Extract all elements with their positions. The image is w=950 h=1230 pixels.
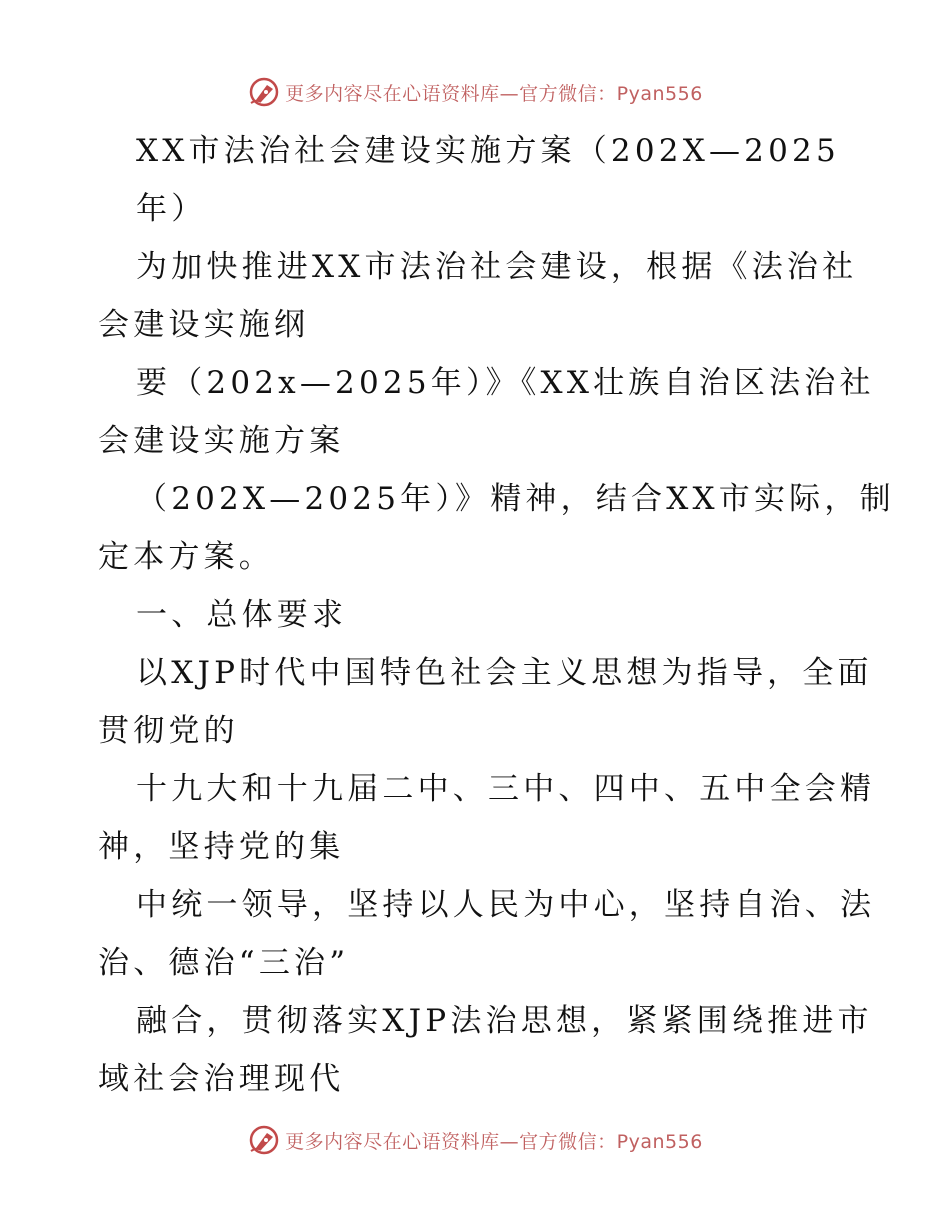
paragraph-line: 治、德治“三治”	[98, 945, 350, 981]
section-heading: 一、总体要求	[136, 597, 348, 633]
paragraph-line: 中统一领导，坚持以人民为中心，坚持自治、法	[136, 887, 876, 923]
paragraph-line: 要（202x—2025年）》《XX壮族自治区法治社	[136, 365, 875, 401]
watermark-text: 更多内容尽在心语资料库—官方微信：Pyan556	[285, 1130, 703, 1153]
paragraph-line: 以XJP时代中国特色社会主义思想为指导，全面	[136, 655, 873, 691]
pen-nib-circle-logo	[247, 1123, 281, 1157]
doc-title-line: 年）	[136, 191, 207, 227]
pen-nib-circle-logo	[247, 75, 281, 109]
paragraph-line: 会建设实施方案	[98, 423, 345, 459]
paragraph-line: 贯彻党的	[98, 713, 239, 749]
paragraph-line: 十九大和十九届二中、三中、四中、五中全会精	[136, 771, 876, 807]
paragraph-line: 神，坚持党的集	[98, 829, 345, 865]
paragraph-line: 融合，贯彻落实XJP法治思想，紧紧围绕推进市	[136, 1003, 873, 1039]
watermark-text: 更多内容尽在心语资料库—官方微信：Pyan556	[285, 82, 703, 105]
doc-title-line: XX市法治社会建设实施方案（202X—2025	[136, 133, 840, 169]
watermark-banner-top	[0, 70, 950, 114]
paragraph-line: 定本方案。	[98, 539, 274, 575]
paragraph-line: 域社会治理现代	[98, 1061, 345, 1097]
watermark-banner-bottom	[0, 1118, 950, 1162]
paragraph-line: 为加快推进XX市法治社会建设，根据《法治社	[136, 249, 858, 285]
paragraph-line: （202X—2025年）》精神，结合XX市实际，制	[136, 481, 895, 517]
paragraph-line: 会建设实施纲	[98, 307, 310, 343]
